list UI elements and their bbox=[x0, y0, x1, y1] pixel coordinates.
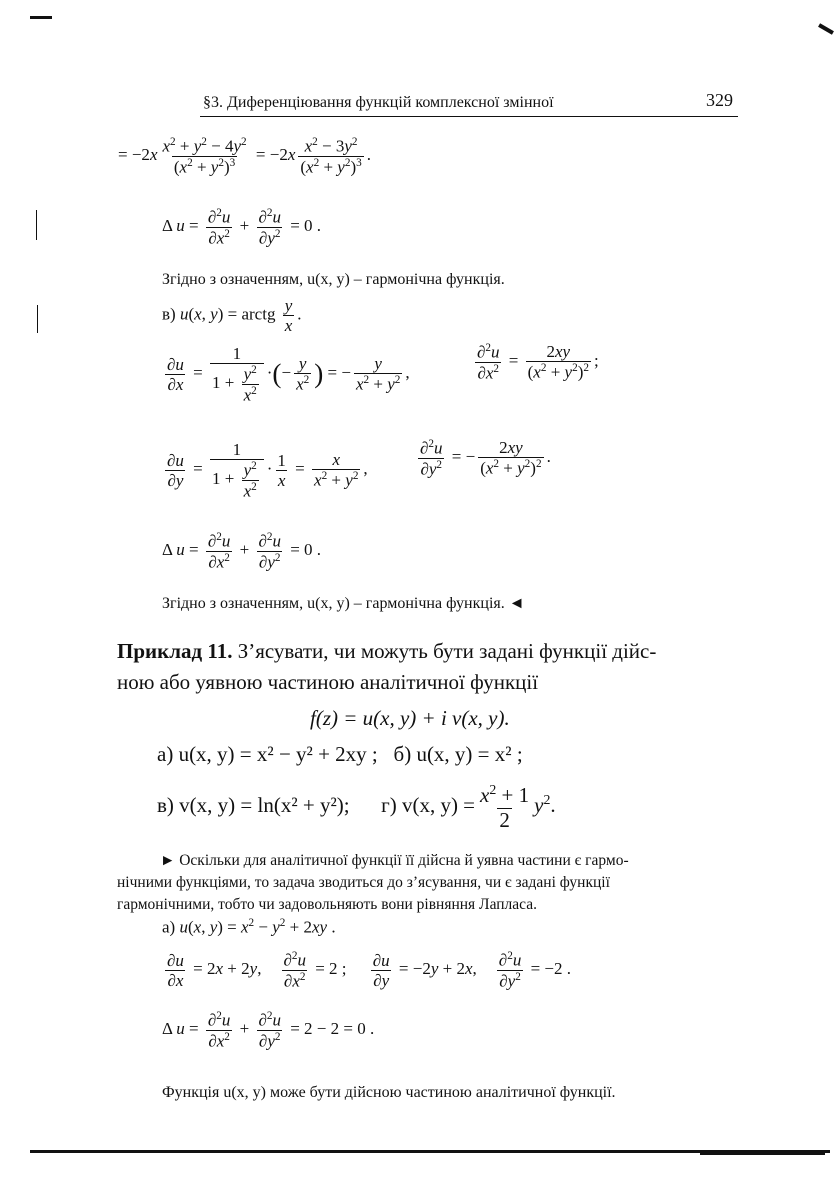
example-number: Приклад 11. bbox=[117, 639, 233, 663]
header-rule bbox=[200, 116, 738, 117]
formula-case-v: в) v(x, y) = ln(x² + y²); bbox=[157, 792, 350, 817]
solution-line-2: нічними функціями, то задача зводиться до з’ясування, чи є задані функції bbox=[117, 874, 610, 891]
scan-mark-top-left bbox=[30, 16, 52, 19]
page-bottom-edge-right bbox=[700, 1151, 825, 1155]
example-line-1-text: З’ясувати, чи можуть бути задані функції дійс- bbox=[237, 639, 657, 663]
example-line-2: ною або уявною частиною аналітичної функції bbox=[117, 670, 539, 694]
formula-laplacian-2: Δ u = $\frac{\partial^2u}{\partial x^2}$ + $\frac{\partial^2u}{\partial y^2}$ = 0 . bbox=[162, 531, 322, 572]
formula-du-dx: $\frac{\partial u}{\partial x}$ = 1 1 + $\frac{y^2}{x^2}$ ·(− $\frac{y}{x^2}$ ) = − $\frac{y}{x^2 + y^2}$ , bbox=[167, 344, 410, 405]
conclusion-text: Згідно з означенням, u(x, y) – гармонічна функція. bbox=[162, 595, 505, 612]
final-conclusion: Функція u(x, y) може бути дійсною частиною аналітичної функції. bbox=[162, 1084, 616, 1101]
formula-f-def: f(z) = u(x, y) + i v(x, y). bbox=[310, 706, 510, 730]
case-v-label: в) bbox=[162, 304, 176, 324]
formula-case-g: г) v(x, y) = bbox=[381, 792, 476, 817]
solution-marker: ► bbox=[160, 852, 176, 869]
formula-case-v-g: в) v(x, y) = ln(x² + y²); г) v(x, y) = $\frac{x^2 + 1}{2}$ $y^2$. bbox=[157, 782, 556, 832]
formula-case-a-b bbox=[157, 742, 523, 767]
solution-line-3: гармонічними, тобто чи задовольняють вони рівняння Лапласа. bbox=[117, 896, 537, 913]
formula-derivatives-a: $\frac{\partial u}{\partial x}$ = 2x + 2y, $\frac{\partial^2u}{\partial x^2}$ = 2 ; $\frac{\partial u}{\partial y}$ = −2y + 2x, $\frac{\partial^2u}{\partial y^2}$ = −2 . bbox=[167, 950, 571, 991]
scan-mark-top-right bbox=[818, 23, 834, 34]
solution-line-1 bbox=[117, 850, 745, 872]
conclusion-harmonic-1: Згідно з означенням, u(x, y) – гармонічна функція. bbox=[162, 271, 505, 288]
case-a-label: а) bbox=[162, 917, 176, 937]
end-proof-marker: ◄ bbox=[508, 595, 525, 612]
example-11-statement bbox=[117, 636, 744, 698]
formula-case-b: б) u(x, y) = x² ; bbox=[393, 742, 523, 766]
solution-paragraph bbox=[117, 850, 745, 916]
formula-case-v-arctg: в) u(x, y) = arctg $\frac{y}{x}$ . bbox=[162, 296, 302, 336]
running-header-title: §3. Диференціювання функцій комплексної змінної bbox=[203, 94, 554, 111]
formula-du-dy: $\frac{\partial u}{\partial y}$ = 1 1 + $\frac{y^2}{x^2}$ · $\frac{1}{x}$ = $\frac{x}{x^2 + y^2}$ , bbox=[167, 440, 368, 501]
formula-d2u-dy2-continued: = −2x $\frac{x^2 + y^2 - 4y^2}{(x^2 + y^2)^3}$ = −2x $\frac{x^2 - 3y^2}{(x^2 + y^2)^3}$ . bbox=[118, 136, 371, 177]
formula-d2u-dx2: $\frac{\partial^2u}{\partial x^2}$ = $\frac{2xy}{(x^2 + y^2)^2}$ ; bbox=[477, 342, 599, 383]
scan-mark-left-1 bbox=[36, 210, 37, 240]
formula-laplacian-1: Δ u = $\frac{\partial^2u}{\partial x^2}$ + $\frac{\partial^2u}{\partial y^2}$ = 0 . bbox=[162, 207, 322, 248]
scan-mark-left-2 bbox=[37, 305, 38, 333]
conclusion-harmonic-2 bbox=[162, 593, 525, 615]
running-header-page-number: 329 bbox=[706, 90, 733, 110]
formula-d2u-dy2: $\frac{\partial^2u}{\partial y^2}$ = − $\frac{2xy}{(x^2 + y^2)^2}$ . bbox=[420, 438, 551, 479]
formula-laplacian-3: Δ u = $\frac{\partial^2u}{\partial x^2}$ + $\frac{\partial^2u}{\partial y^2}$ = 2 − 2 = 0 . bbox=[162, 1010, 375, 1051]
formula-case-a: а) u(x, y) = x² − y² + 2xy ; bbox=[157, 742, 378, 766]
example-line-1 bbox=[117, 636, 744, 667]
formula-case-a-u: а) u(x, $y) = x^2 - y^2 + 2xy$ . bbox=[162, 917, 336, 937]
solution-line-1-text: Оскільки для аналітичної функції її дійсна й уявна частини є гармо- bbox=[179, 852, 629, 869]
